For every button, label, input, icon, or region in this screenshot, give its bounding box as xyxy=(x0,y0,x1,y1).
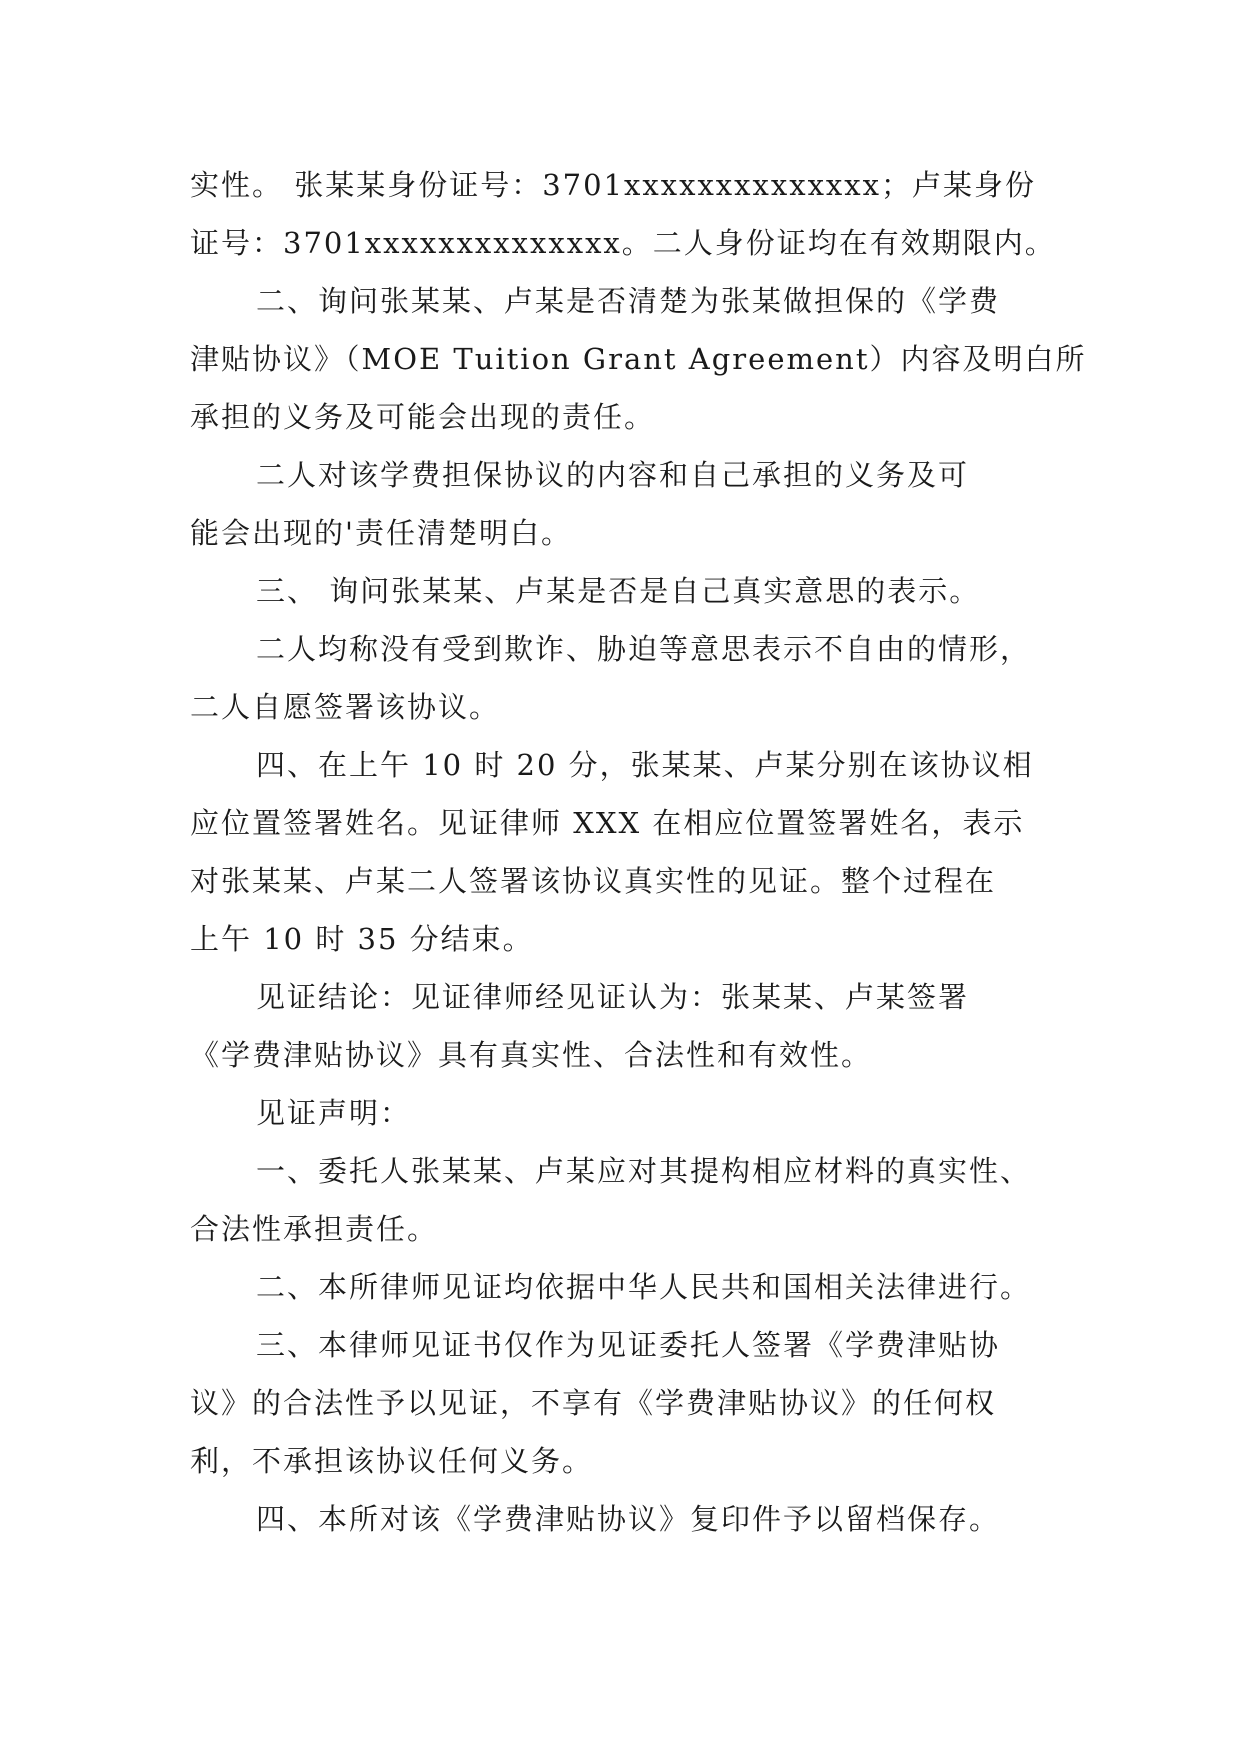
paragraph-answer-3 xyxy=(190,620,1070,736)
text-line: 合法性承担责任。 xyxy=(190,1212,439,1246)
paragraph-statement-4 xyxy=(190,1490,1070,1548)
text-line: 《学费津贴协议》具有真实性、合法性和有效性。 xyxy=(190,1038,873,1072)
paragraph-statement-heading xyxy=(190,1084,1070,1142)
text-line: 四、本所对该《学费津贴协议》复印件予以留档保存。 xyxy=(256,1502,1001,1536)
text-line: 三、本律师见证书仅作为见证委托人签署《学费津贴协 xyxy=(256,1328,1001,1362)
text-line: 三、 询问张某某、卢某是否是自己真实意思的表示。 xyxy=(256,574,981,608)
text-line: 上午 10 时 35 分结束。 xyxy=(190,922,534,956)
paragraph-statement-1 xyxy=(190,1142,1070,1258)
text-line: 利，不承担该协议任何义务。 xyxy=(190,1444,594,1478)
text-line: 津贴协议》（MOE Tuition Grant Agreement）内容及明白所 xyxy=(190,342,1087,376)
text-line: 议》的合法性予以见证，不享有《学费津贴协议》的任何权 xyxy=(190,1386,997,1420)
document-body xyxy=(190,156,1087,1548)
text-line: 对张某某、卢某二人签署该协议真实性的见证。整个过程在 xyxy=(190,864,997,898)
text-line: 应位置签署姓名。见证律师 XXX 在相应位置签署姓名，表示 xyxy=(190,806,1025,840)
text-line: 证号：3701xxxxxxxxxxxxxx。二人身份证均在有效期限内。 xyxy=(190,226,1056,260)
text-line: 实性。 张某某身份证号：3701xxxxxxxxxxxxxx；卢某身份 xyxy=(190,168,1036,202)
text-line: 能会出现的'责任清楚明白。 xyxy=(190,516,572,550)
paragraph-statement-2 xyxy=(190,1258,1070,1316)
text-line: 二、本所律师见证均依据中华人民共和国相关法律进行。 xyxy=(256,1270,1032,1304)
paragraph-statement-3 xyxy=(190,1316,1070,1490)
text-line: 见证声明： xyxy=(256,1096,412,1130)
paragraph-question-2 xyxy=(190,272,1087,446)
text-line: 承担的义务及可能会出现的责任。 xyxy=(190,400,656,434)
text-line: 四、在上午 10 时 20 分，张某某、卢某分别在该协议相 xyxy=(256,748,1034,782)
text-line: 二、询问张某某、卢某是否清楚为张某做担保的《学费 xyxy=(256,284,1001,318)
text-line: 二人均称没有受到欺诈、胁迫等意思表示不自由的情形， xyxy=(256,632,1032,666)
paragraph-item-4 xyxy=(190,736,1070,968)
text-line: 一、委托人张某某、卢某应对其提构相应材料的真实性、 xyxy=(256,1154,1032,1188)
paragraph-conclusion xyxy=(190,968,1070,1084)
text-line: 见证结论：见证律师经见证认为：张某某、卢某签署 xyxy=(256,980,970,1014)
text-line: 二人对该学费担保协议的内容和自己承担的义务及可 xyxy=(256,458,970,492)
paragraph-answer-2 xyxy=(190,446,1070,562)
paragraph-question-3 xyxy=(190,562,1070,620)
text-line: 二人自愿签署该协议。 xyxy=(190,690,501,724)
paragraph-id-numbers xyxy=(190,156,1070,272)
